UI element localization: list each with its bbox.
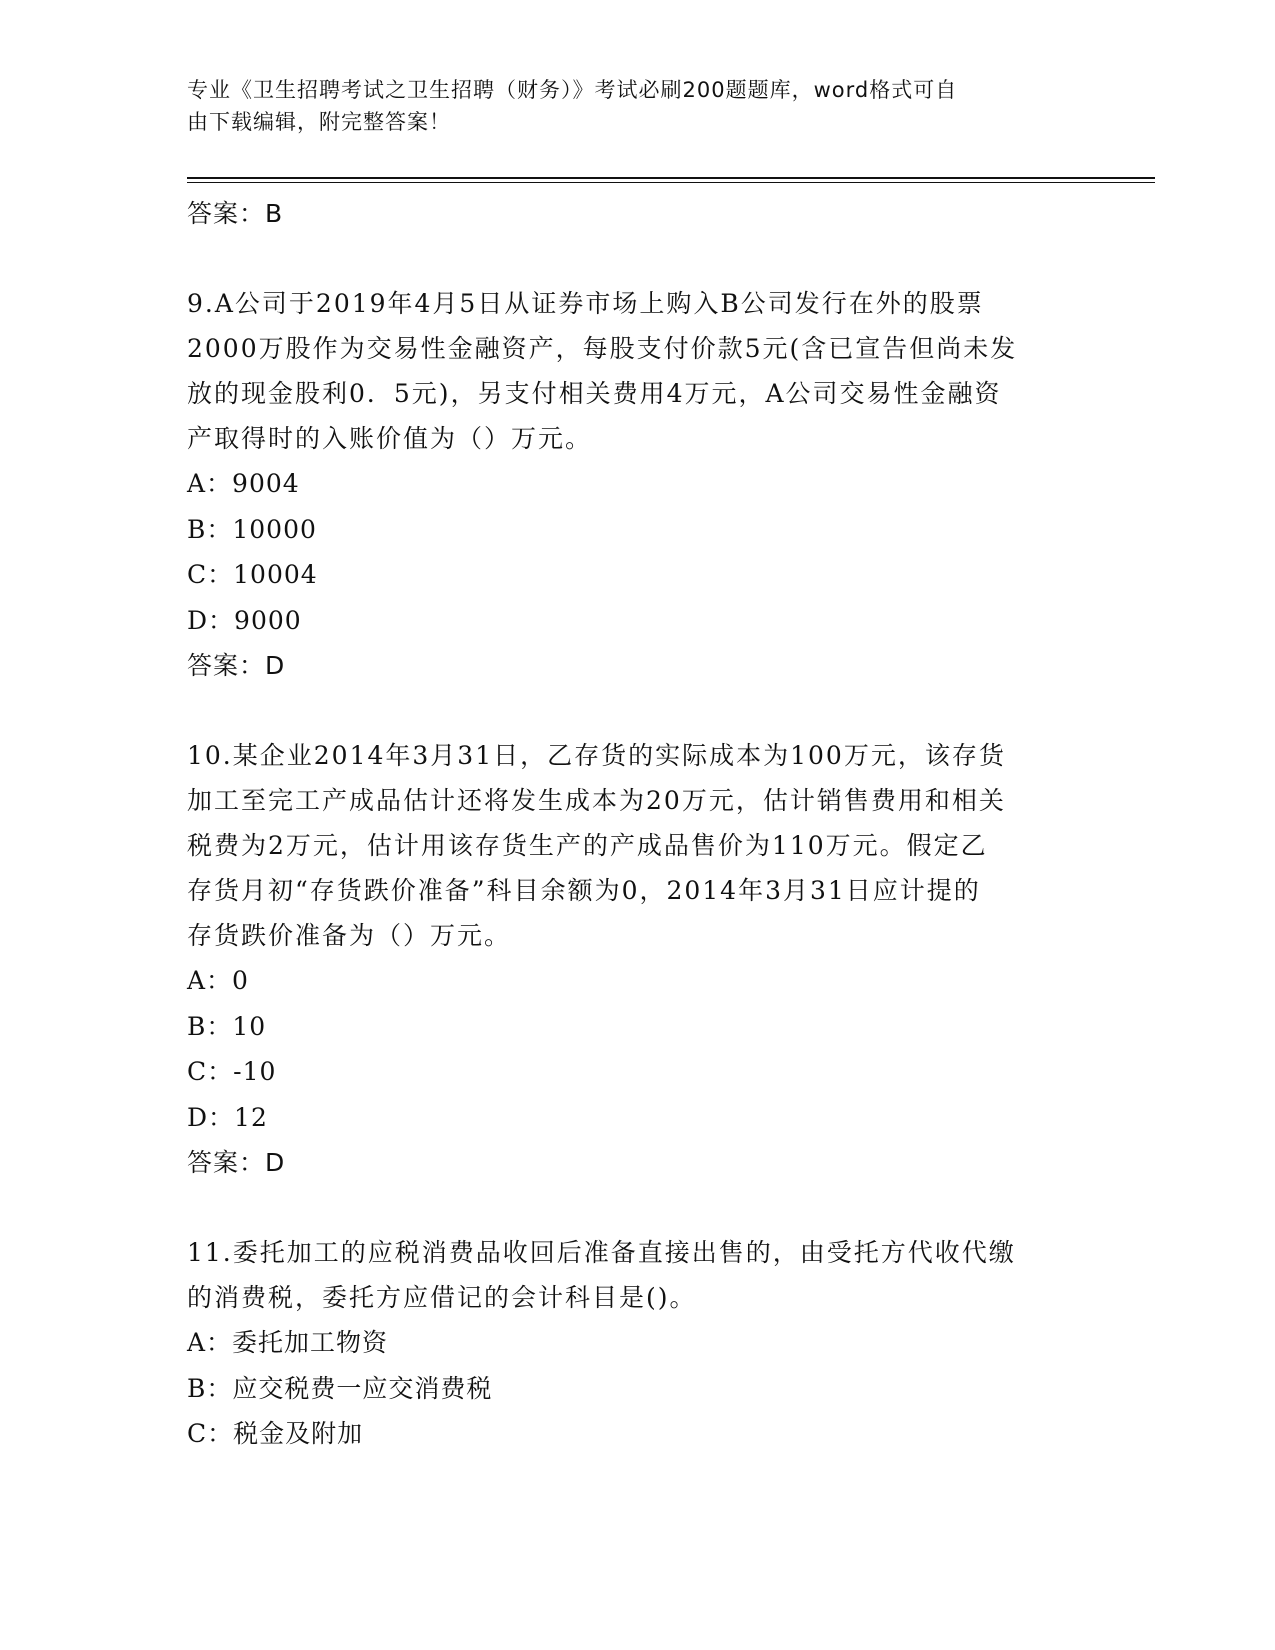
question-block-9 [187, 281, 1087, 689]
question-line: 税费为2万元，估计用该存货生产的产成品售价为110万元。假定乙 [187, 831, 988, 860]
question-block-11 [187, 1230, 1087, 1457]
option-a: A：0 [187, 966, 249, 995]
option-b: B：10 [187, 1011, 267, 1041]
option-c: C：10004 [187, 560, 318, 589]
spacer [187, 1186, 1087, 1230]
spacer [187, 237, 1087, 281]
option-c: C：税金及附加 [187, 1419, 364, 1448]
question-line: 11.委托加工的应税消费品收回后准备直接出售的，由受托方代收代缴 [187, 1238, 1016, 1267]
option-b: B：应交税费一应交消费税 [187, 1373, 493, 1403]
option-d: D：9000 [187, 605, 302, 635]
option-d: D：12 [187, 1102, 268, 1132]
question-line: 的消费税，委托方应借记的会计科目是()。 [187, 1283, 697, 1312]
question-block-10 [187, 733, 1087, 1186]
option-b: B：10000 [187, 514, 317, 544]
question-line: 9.A公司于2019年4月5日从证券市场上购入B公司发行在外的股票 [187, 289, 984, 318]
spacer [187, 689, 1087, 733]
question-line: 存货月初“存货跌价准备”科目余额为0，2014年3月31日应计提的 [187, 876, 981, 905]
header-rule-thick [187, 177, 1155, 179]
question-line: 产取得时的入账价值为（）万元。 [187, 424, 593, 453]
question-line: 存货跌价准备为（）万元。 [187, 921, 512, 950]
question-line: 加工至完工产成品估计还将发生成本为20万元，估计销售费用和相关 [187, 786, 1006, 815]
answer: 答案：D [187, 651, 286, 680]
header-line-2: 由下载编辑，附完整答案！ [187, 110, 451, 134]
option-c: C：-10 [187, 1057, 277, 1086]
header-rule-thin [187, 182, 1155, 183]
header-line-1: 专业《卫生招聘考试之卫生招聘（财务）》考试必刷200题题库，word格式可自 [187, 78, 958, 102]
option-a: A：委托加工物资 [187, 1328, 389, 1357]
answer: 答案：D [187, 1148, 286, 1177]
question-line: 放的现金股利0．5元)，另支付相关费用4万元，A公司交易性金融资 [187, 379, 1002, 408]
page-header [187, 74, 1067, 138]
previous-answer: 答案：B [187, 199, 284, 228]
question-line: 2000万股作为交易性金融资产，每股支付价款5元(含已宣告但尚未发 [187, 334, 1018, 363]
question-line: 10.某企业2014年3月31日，乙存货的实际成本为100万元，该存货 [187, 741, 1006, 770]
document-body [187, 191, 1087, 1457]
option-a: A：9004 [187, 469, 300, 498]
